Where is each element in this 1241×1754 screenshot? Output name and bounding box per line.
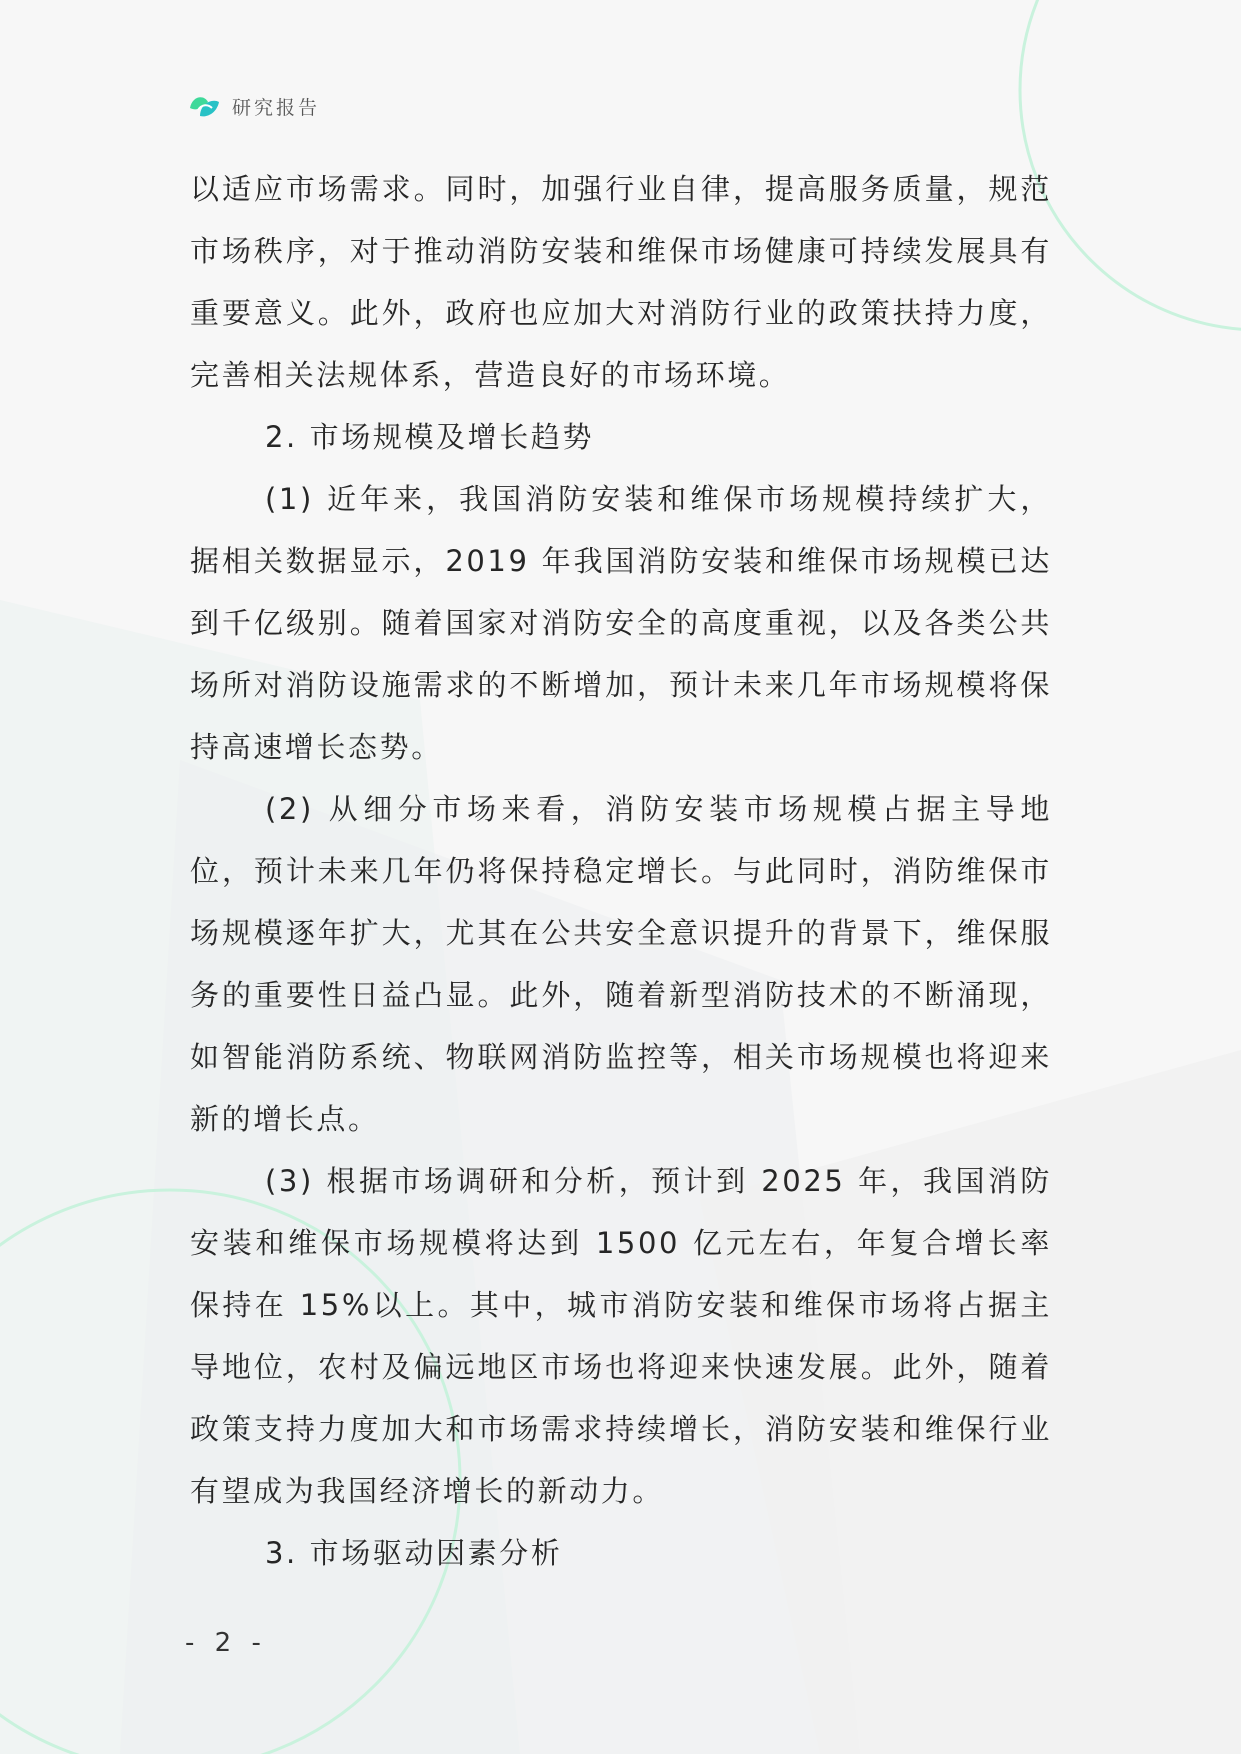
document-body	[190, 158, 1052, 1584]
paragraph: (1) 近年来，我国消防安装和维保市场规模持续扩大，据相关数据显示，2019 年我国消防安装和维保市场规模已达到千亿级别。随着国家对消防安全的高度重视，以及各类公共场所对消防设施需求的不断增加，预计未来几年市场规模将保持高速增长态势。	[190, 482, 1052, 764]
section-heading: 3. 市场驱动因素分析	[265, 1536, 563, 1570]
paragraph: 以适应市场需求。同时，加强行业自律，提高服务质量，规范市场秩序，对于推动消防安装和维保市场健康可持续发展具有重要意义。此外，政府也应加大对消防行业的政策扶持力度，完善相关法规体系，营造良好的市场环境。	[190, 172, 1052, 392]
leaf-logo-icon	[186, 88, 222, 124]
paragraph: (2) 从细分市场来看，消防安装市场规模占据主导地位，预计未来几年仍将保持稳定增长。与此同时，消防维保市场规模逐年扩大，尤其在公共安全意识提升的背景下，维保服务的重要性日益凸显。此外，随着新型消防技术的不断涌现，如智能消防系统、物联网消防监控等，相关市场规模也将迎来新的增长点。	[190, 792, 1052, 1136]
header-title: 研究报告	[232, 96, 321, 119]
paragraph: (3) 根据市场调研和分析，预计到 2025 年，我国消防安装和维保市场规模将达到 1500 亿元左右，年复合增长率保持在 15%以上。其中，城市消防安装和维保市场将占据主导地位，农村及偏远地区市场也将迎来快速发展。此外，随着政策支持力度加大和市场需求持续增长，消防安装和维保行业有望成为我国经济增长的新动力。	[190, 1164, 1052, 1508]
page-number: - 2 -	[185, 1628, 267, 1658]
section-heading: 2. 市场规模及增长趋势	[265, 420, 595, 454]
page-header	[186, 88, 320, 124]
